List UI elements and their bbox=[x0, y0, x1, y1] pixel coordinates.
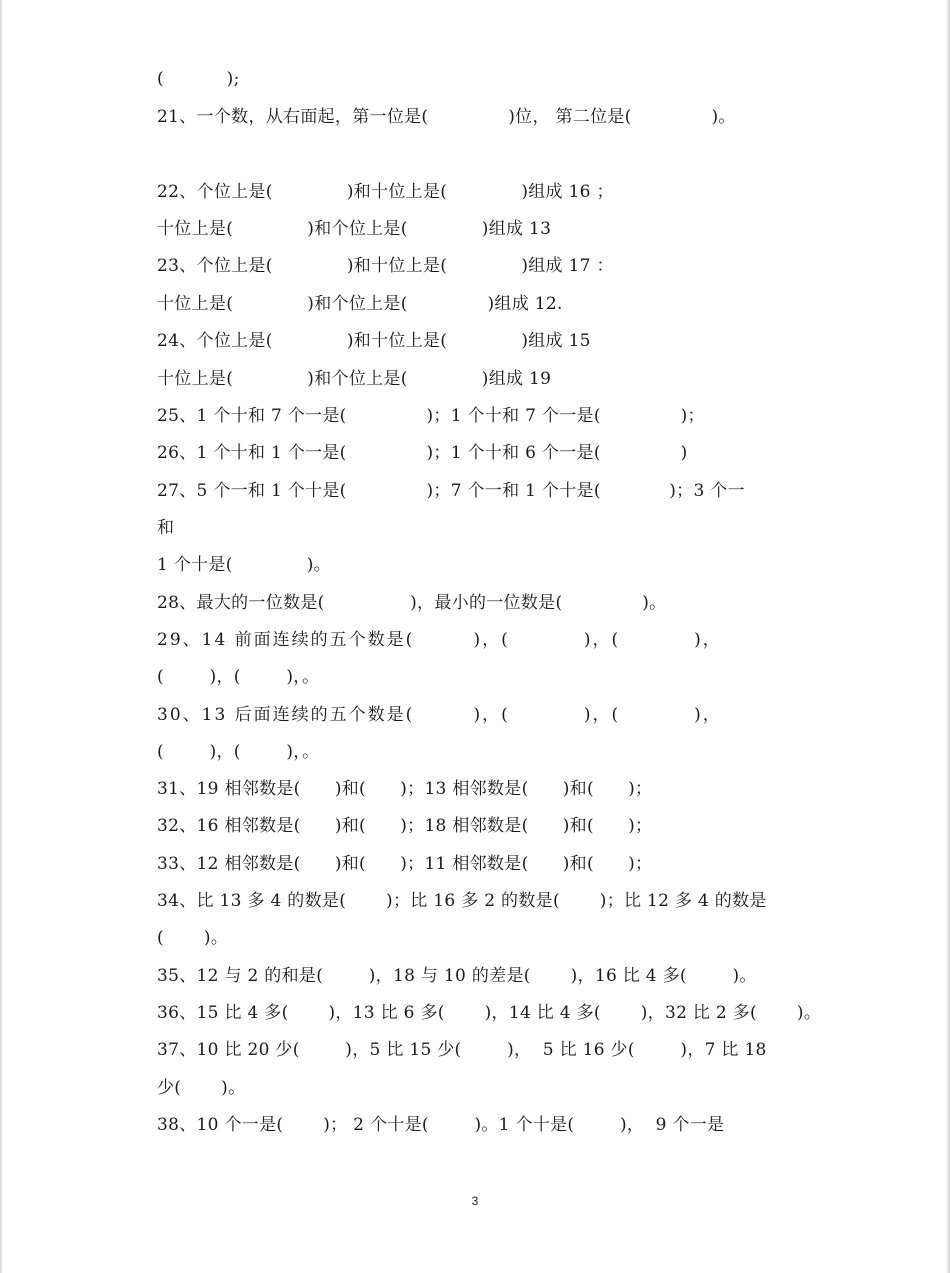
question-21: 21、一个数，从右面起，第一位是( )位， 第二位是( )。 bbox=[157, 107, 736, 127]
question-34-line-2: ( )。 bbox=[157, 928, 229, 948]
page-edge-shadow-right bbox=[946, 0, 950, 1273]
question-38: 38、10 个一是( )； 2 个十是( )。1 个十是( )， 9 个一是 bbox=[157, 1115, 725, 1135]
question-22: 22、个位上是( )和十位上是( )组成 16 ； bbox=[157, 182, 614, 202]
question-30-line-2: ( )，( )，。 bbox=[157, 742, 320, 762]
question-34: 34、比 13 多 4 的数是( )；比 16 多 2 的数是( )；比 12 多 4 的数是 bbox=[157, 891, 767, 911]
question-32: 32、16 相邻数是( )和( )；18 相邻数是( )和( )； bbox=[157, 816, 653, 836]
page-number: 3 bbox=[471, 1194, 479, 1208]
question-27-line-2: 和 bbox=[157, 518, 175, 538]
question-35: 35、12 与 2 的和是( )，18 与 10 的差是( )，16 比 4 多( )。 bbox=[157, 966, 757, 986]
question-37-line-2: 少( )。 bbox=[157, 1078, 246, 1098]
question-22-line-2: 十位上是( )和个位上是( )组成 13 bbox=[157, 219, 552, 239]
text-line-continuation: ( ); bbox=[157, 69, 240, 89]
question-23: 23、个位上是( )和十位上是( )组成 17 ： bbox=[157, 256, 614, 276]
question-26: 26、1 个十和 1 个一是( )；1 个十和 6 个一是( ) bbox=[157, 443, 688, 463]
page-edge-shadow-left bbox=[0, 0, 3, 1273]
question-37: 37、10 比 20 少( )，5 比 15 少( )， 5 比 16 少( )，7 比 18 bbox=[157, 1040, 767, 1060]
question-30: 30、13 后面连续的五个数是( )，( )，( )， bbox=[157, 705, 722, 725]
question-24-line-2: 十位上是( )和个位上是( )组成 19 bbox=[157, 369, 552, 389]
question-29: 29、14 前面连续的五个数是( )，( )，( )， bbox=[157, 630, 722, 650]
question-24: 24、个位上是( )和十位上是( )组成 15 bbox=[157, 331, 591, 351]
question-33: 33、12 相邻数是( )和( )；11 相邻数是( )和( )； bbox=[157, 854, 653, 874]
question-23-line-2: 十位上是( )和个位上是( )组成 12. bbox=[157, 294, 563, 314]
question-36: 36、15 比 4 多( )，13 比 6 多( )，14 比 4 多( )，32 比 2 多( )。 bbox=[157, 1003, 822, 1023]
question-27: 27、5 个一和 1 个十是( )；7 个一和 1 个十是( )；3 个一 bbox=[157, 481, 745, 501]
question-27-line-3: 1 个十是( )。 bbox=[157, 555, 332, 575]
question-31: 31、19 相邻数是( )和( )；13 相邻数是( )和( )； bbox=[157, 779, 653, 799]
question-25: 25、1 个十和 7 个一是( )；1 个十和 7 个一是( )； bbox=[157, 406, 705, 426]
question-28: 28、最大的一位数是( )，最小的一位数是( )。 bbox=[157, 593, 667, 613]
question-29-line-2: ( )，( )，。 bbox=[157, 667, 320, 687]
